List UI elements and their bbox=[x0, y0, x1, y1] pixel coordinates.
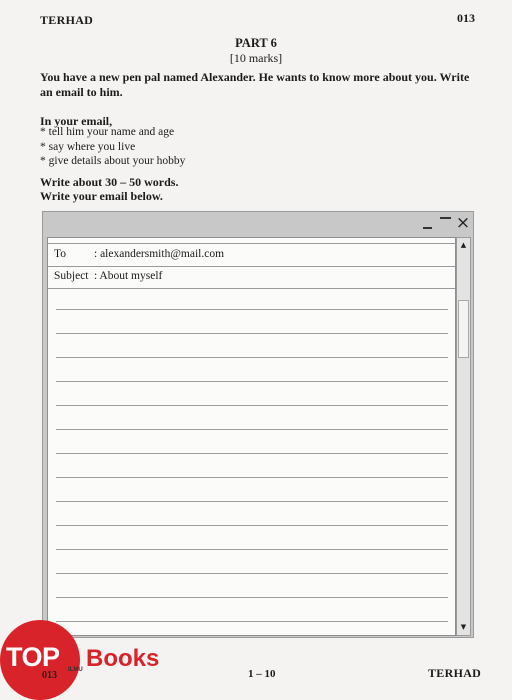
to-value: : alexandersmith@mail.com bbox=[94, 248, 225, 260]
to-field[interactable] bbox=[48, 243, 455, 267]
writing-line bbox=[56, 501, 448, 502]
minimize-icon[interactable] bbox=[418, 213, 436, 233]
writing-line bbox=[56, 429, 448, 430]
window-titlebar bbox=[43, 212, 473, 236]
scroll-up-icon[interactable]: ▲ bbox=[460, 241, 467, 249]
writing-line bbox=[56, 453, 448, 454]
writing-line bbox=[56, 357, 448, 358]
writing-line bbox=[56, 405, 448, 406]
close-icon[interactable]: × bbox=[455, 213, 471, 233]
writing-line bbox=[56, 309, 448, 310]
writing-line bbox=[56, 525, 448, 526]
bullet-item: * say where you live bbox=[40, 140, 136, 153]
to-label: To bbox=[54, 248, 66, 260]
email-heading: In your email, bbox=[40, 114, 113, 128]
writing-line bbox=[56, 333, 448, 334]
subject-label: Subject bbox=[54, 270, 89, 282]
part-marks: [10 marks] bbox=[229, 51, 283, 65]
bullet-item: * tell him your name and age bbox=[40, 126, 175, 138]
header-classification: TERHAD bbox=[40, 13, 94, 27]
writing-line bbox=[56, 573, 448, 574]
publisher-logo: ILMU bbox=[68, 667, 83, 673]
writing-line bbox=[56, 381, 448, 382]
writing-line bbox=[56, 597, 448, 598]
scrollbar[interactable] bbox=[456, 237, 471, 636]
email-window bbox=[42, 211, 474, 638]
scroll-down-icon[interactable]: ▼ bbox=[460, 623, 467, 631]
write-below: Write your email below. bbox=[40, 189, 163, 203]
bullet-item: * give details about your hobby bbox=[40, 155, 186, 167]
scroll-thumb[interactable] bbox=[458, 300, 469, 358]
writing-line bbox=[56, 621, 448, 622]
footer-paper-code: 013 bbox=[42, 670, 57, 681]
word-limit-note bbox=[40, 175, 178, 203]
subject-value: : About myself bbox=[94, 270, 163, 282]
writing-line bbox=[56, 477, 448, 478]
bullet-list bbox=[40, 125, 185, 169]
maximize-icon[interactable] bbox=[436, 213, 454, 233]
header-paper-code: 013 bbox=[457, 11, 475, 25]
part-title: PART 6 bbox=[235, 36, 277, 50]
logo-text-top: TOP bbox=[6, 642, 60, 672]
page-number: 1 – 10 bbox=[248, 668, 276, 680]
logo-text-books: Books bbox=[86, 645, 160, 672]
word-limit: Write about 30 – 50 words. bbox=[40, 175, 179, 189]
task-instruction: You have a new pen pal named Alexander. He wants to know more about you. Write an email to him. bbox=[40, 70, 470, 99]
subject-field[interactable] bbox=[48, 266, 455, 289]
footer-classification: TERHAD bbox=[428, 666, 482, 680]
email-body[interactable] bbox=[47, 237, 456, 636]
writing-line bbox=[56, 549, 448, 550]
